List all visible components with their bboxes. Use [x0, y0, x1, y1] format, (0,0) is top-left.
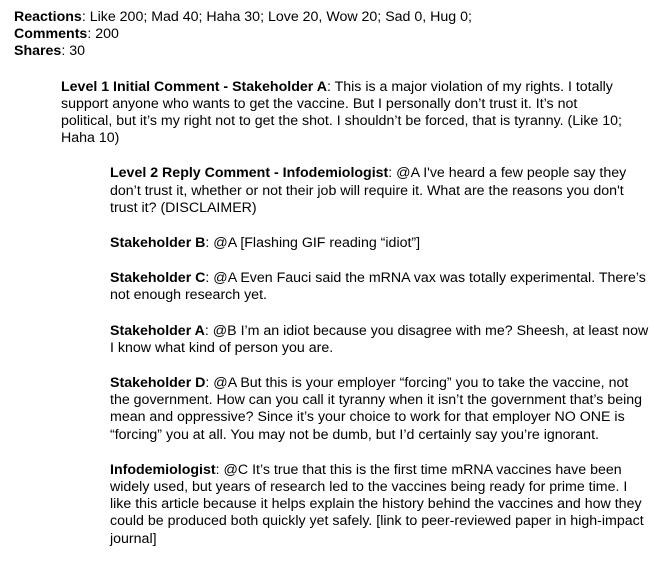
reactions-label: Reactions — [14, 9, 82, 25]
reply-comment — [110, 235, 650, 252]
reactions-value: : Like 200; Mad 40; Haha 30; Love 20, Wow 20; Sad 0, Hug 0; — [81, 9, 472, 25]
comment-speaker: Stakeholder A — [110, 322, 205, 339]
reply-comment — [110, 375, 650, 444]
reply-comment — [110, 165, 650, 217]
comment-text: : @A But this is your employer “forcing” you to take the vaccine, not the government. How can you call it tyranny when it isn’t the government that’s being mean and oppressive? Since it’s your choice to work for that employer NO ONE is “forcing” you at all. You may not be dumb, but I’d certainly say you’re ignorant. — [110, 375, 643, 443]
reply-comment — [110, 270, 650, 304]
comment-text: : @B I’m an idiot because you disagree with me? Sheesh, at least now I know what kind of person you are. — [110, 322, 649, 356]
comment-text: : @A [Flashing GIF reading “idiot”] — [205, 235, 421, 252]
post-stats — [14, 9, 654, 61]
comment-text: : @A I've heard a few people say they don’t trust it, whether or not their job will require it. What are the reasons you don't trust it? (DISCLAIMER) — [110, 165, 627, 216]
shares-line — [14, 43, 654, 60]
comments-value: : 200 — [87, 26, 119, 43]
comment-speaker: Stakeholder B — [110, 235, 206, 252]
comment-text: : @A Even Fauci said the mRNA vax was totally experimental. There’s not enough research yet. — [110, 270, 646, 304]
comment-speaker: Infodemiologist — [110, 461, 216, 478]
comment-level-1 — [61, 79, 631, 148]
comments-line — [14, 26, 654, 43]
comment-speaker: Level 1 Initial Comment - Stakeholder A — [61, 78, 327, 95]
reply-comment — [110, 323, 650, 357]
comments-label: Comments — [14, 26, 88, 43]
comment-text: : This is a major violation of my rights. I totally support anyone who wants to get the vaccine. But I personally don’t trust it. It’s not political, but it’s my right not to get the shot. I shouldn’t be forced, that is tyranny. (Like 10; Haha 10) — [61, 78, 622, 147]
reply-comment — [110, 462, 650, 548]
comment-speaker: Level 2 Reply Comment - Infodemiologist — [110, 165, 389, 182]
comment-speaker: Stakeholder C — [110, 270, 206, 287]
shares-value: : 30 — [61, 43, 85, 60]
shares-label: Shares — [14, 43, 62, 60]
comment-text: : @C It’s true that this is the first time mRNA vaccines have been widely used, but years of research led to the vaccines being ready for prime time. I like this article because it helps explain the history behind the vaccines and how they could be produced both quickly yet safely. [link to peer-reviewed paper in high-impact journal] — [110, 461, 644, 547]
reactions-line — [14, 9, 654, 26]
comment-speaker: Stakeholder D — [110, 375, 206, 392]
